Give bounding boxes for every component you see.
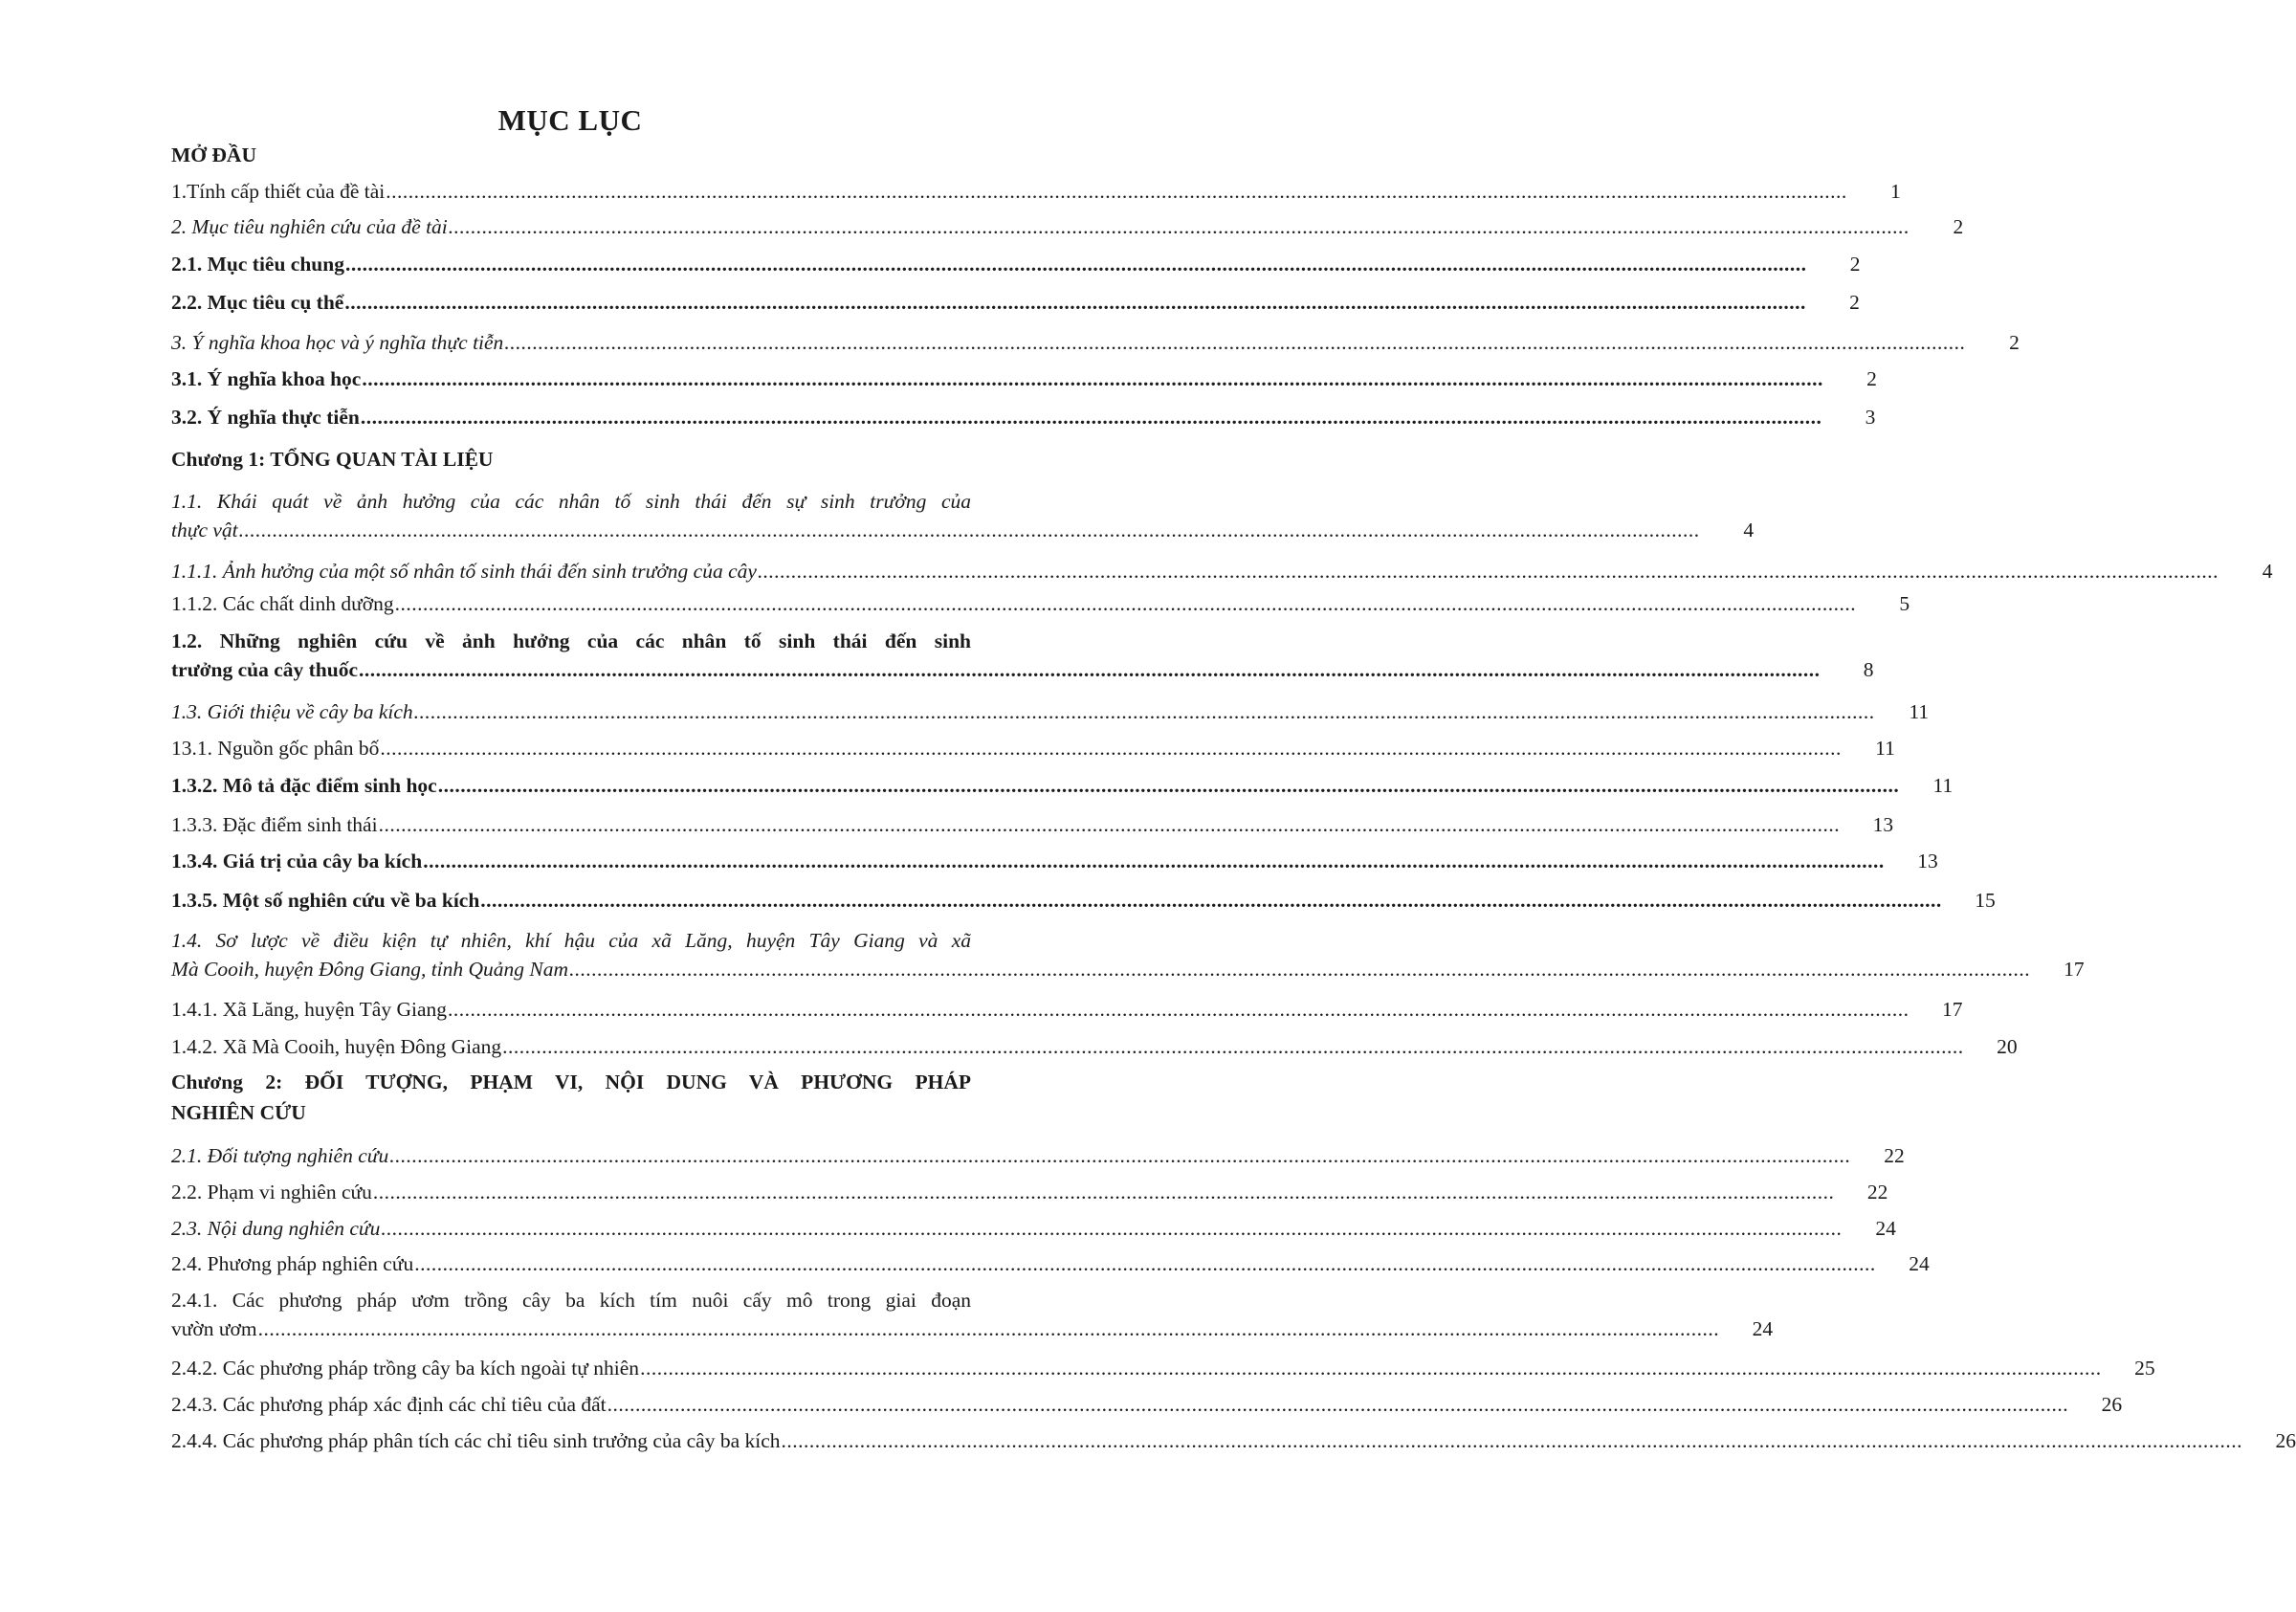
- toc-entry-text: 2.2. Mục tiêu cụ thể: [171, 291, 344, 314]
- toc-page-number: 4: [2262, 560, 2273, 583]
- toc-page-number: 2: [1849, 291, 1860, 314]
- toc-entry-text: 2.1. Mục tiêu chung: [171, 253, 344, 276]
- toc-entry[interactable]: [171, 810, 1894, 839]
- toc-entry-line-1: 1.4. Sơ lược về điều kiện tự nhiên, khí hậu của xã Lăng, huyện Tây Giang và xã: [171, 929, 971, 952]
- toc-page-number: 2: [1953, 215, 1964, 238]
- toc-entry-line: [171, 288, 1860, 317]
- toc-leader-dots: ....................................................................................................................................................................................................................................................................: [781, 1429, 2243, 1452]
- toc-entry-text: 2.2. Phạm vi nghiên cứu: [171, 1181, 372, 1203]
- toc-leader-dots: ....................................................................................................................................................................................................................................................................: [378, 813, 1841, 836]
- toc-entry[interactable]: [171, 697, 1930, 726]
- toc-entry-text: 2.4. Phương pháp nghiên cứu: [171, 1252, 414, 1275]
- toc-entry-line-2: [171, 516, 1755, 544]
- toc-leader-dots: ....................................................................................................................................................................................................................................................................: [359, 658, 1821, 681]
- toc-entry-text: 1.3. Giới thiệu về cây ba kích: [171, 700, 413, 723]
- toc-page-number: 17: [2064, 958, 2085, 981]
- toc-page-number: 13: [1872, 813, 1894, 836]
- toc-leader-dots: ....................................................................................................................................................................................................................................................................: [423, 850, 1885, 872]
- toc-leader-dots: ....................................................................................................................................................................................................................................................................: [607, 1393, 2069, 1416]
- toc-entry-line-1: 2.4.1. Các phương pháp ươm trồng cây ba kích tím nuôi cấy mô trong giai đoạn: [171, 1289, 971, 1312]
- toc-leader-dots: ....................................................................................................................................................................................................................................................................: [257, 1317, 1720, 1340]
- toc-entry-line: [171, 810, 1894, 839]
- toc-entry-text: 2. Mục tiêu nghiên cứu của đề tài: [171, 215, 448, 238]
- toc-leader-dots: ....................................................................................................................................................................................................................................................................: [757, 560, 2219, 583]
- toc-entry-line-2: [171, 1314, 1774, 1343]
- toc-leader-dots: ....................................................................................................................................................................................................................................................................: [480, 889, 1942, 912]
- toc-page-number: 26: [2101, 1393, 2123, 1416]
- toc-entry[interactable]: [171, 589, 1910, 618]
- toc-entry[interactable]: [171, 771, 1954, 800]
- toc-entry-line: [171, 177, 1901, 206]
- toc-entry-line: [171, 886, 1996, 915]
- toc-entry[interactable]: [171, 886, 1996, 915]
- toc-page-number: 24: [1875, 1217, 1896, 1240]
- toc-entry[interactable]: [171, 1032, 2018, 1061]
- toc-page-number: 2: [1849, 253, 1861, 276]
- toc-entry-text: 1.1.2. Các chất dinh dưỡng: [171, 592, 394, 615]
- toc-entry-line: [171, 403, 1876, 431]
- toc-entry-line: [171, 364, 1877, 393]
- toc-entry-line: [171, 697, 1930, 726]
- toc-entry[interactable]: [171, 1390, 2123, 1419]
- toc-entry[interactable]: [171, 627, 1874, 684]
- toc-entry[interactable]: [171, 995, 1963, 1024]
- toc-entry-text: 1.3.2. Mô tả đặc điểm sinh học: [171, 774, 437, 797]
- toc-leader-dots: ....................................................................................................................................................................................................................................................................: [360, 406, 1822, 429]
- toc-page-number: 22: [1866, 1181, 1888, 1203]
- toc-entry-text: 1.Tính cấp thiết của đề tài: [171, 180, 386, 203]
- toc-entry-text: 1.3.5. Một số nghiên cứu về ba kích: [171, 889, 480, 912]
- toc-entry[interactable]: [171, 177, 1901, 206]
- toc-entry-line: [171, 589, 1910, 618]
- toc-entry[interactable]: [171, 1141, 1905, 1170]
- toc-entry-text: 1.1.1. Ảnh hưởng của một số nhân tố sinh thái đến sinh trưởng của cây: [171, 560, 757, 583]
- toc-entry-line: [171, 847, 1938, 875]
- toc-entry[interactable]: [171, 734, 1895, 762]
- toc-entry-line: [171, 557, 2273, 585]
- toc-entry[interactable]: [171, 557, 2273, 585]
- toc-entry-text: 3. Ý nghĩa khoa học và ý nghĩa thực tiễn: [171, 331, 504, 354]
- toc-page-number: 4: [1743, 519, 1755, 541]
- toc-entry-text: 2.4.3. Các phương pháp xác định các chỉ tiêu của đất: [171, 1393, 607, 1416]
- toc-entry-line: [171, 328, 2020, 357]
- toc-entry-line: [171, 1141, 1905, 1170]
- toc-entry-line-2: [171, 955, 2085, 983]
- toc-entry-line: [171, 771, 1954, 800]
- toc-entry[interactable]: [171, 288, 1860, 317]
- toc-page-number: 24: [1752, 1317, 1774, 1340]
- toc-chapter-heading: [171, 1067, 971, 1128]
- toc-entry-line: [171, 1178, 1888, 1206]
- toc-entry-line: [171, 1426, 2296, 1455]
- toc-leader-dots: ....................................................................................................................................................................................................................................................................: [394, 592, 1857, 615]
- toc-entry[interactable]: [171, 364, 1877, 393]
- toc-entry-text: 2.3. Nội dung nghiên cứu: [171, 1217, 381, 1240]
- toc-page-number: 26: [2275, 1429, 2296, 1452]
- toc-entry[interactable]: [171, 847, 1938, 875]
- toc-page-number: 11: [1932, 774, 1954, 797]
- toc-entry-line-1: 1.2. Những nghiên cứu về ảnh hưởng của các nhân tố sinh thái đến sinh: [171, 629, 971, 652]
- toc-entry[interactable]: [171, 1354, 2155, 1382]
- toc-page-number: 15: [1975, 889, 1996, 912]
- toc-page-number: 1: [1890, 180, 1901, 203]
- toc-page-number: 20: [1997, 1035, 2018, 1058]
- toc-page-number: 25: [2134, 1357, 2155, 1380]
- toc-entry[interactable]: [171, 1214, 1896, 1243]
- toc-entry[interactable]: [171, 1249, 1930, 1278]
- toc-entry-line: [171, 1214, 1896, 1243]
- toc-entry-text: 1.4.1. Xã Lăng, huyện Tây Giang: [171, 998, 447, 1021]
- toc-page-number: 2: [1866, 367, 1877, 390]
- toc-leader-dots: ....................................................................................................................................................................................................................................................................: [372, 1181, 1835, 1203]
- toc-page-number: 8: [1863, 658, 1874, 681]
- toc-entry-text: 2.1. Đối tượng nghiên cứu: [171, 1144, 389, 1167]
- toc-entry-text: trưởng của cây thuốc: [171, 658, 359, 681]
- toc-leader-dots: ....................................................................................................................................................................................................................................................................: [569, 958, 2031, 981]
- toc-entry-text: 2.4.2. Các phương pháp trồng cây ba kích ngoài tự nhiên: [171, 1357, 640, 1380]
- toc-entry-line-1: 1.1. Khái quát về ảnh hưởng của các nhân tố sinh thái đến sự sinh trưởng của: [171, 490, 971, 513]
- toc-entry-line: [171, 995, 1963, 1024]
- toc-entry[interactable]: [171, 1178, 1888, 1206]
- toc-page-number: 11: [1875, 737, 1895, 760]
- toc-entry-text: 13.1. Nguồn gốc phân bố: [171, 737, 380, 760]
- toc-entry[interactable]: [171, 212, 1964, 241]
- toc-leader-dots: ....................................................................................................................................................................................................................................................................: [238, 519, 1701, 541]
- toc-entry-line: [171, 1390, 2123, 1419]
- heading-line-2: NGHIÊN CỨU: [171, 1101, 306, 1124]
- toc-entry-text: 1.3.3. Đặc điểm sinh thái: [171, 813, 378, 836]
- toc-section-heading: MỞ ĐẦU: [171, 144, 256, 166]
- toc-entry-text: 3.1. Ý nghĩa khoa học: [171, 367, 362, 390]
- toc-page-number: 17: [1942, 998, 1963, 1021]
- toc-leader-dots: ....................................................................................................................................................................................................................................................................: [504, 331, 1966, 354]
- toc-entry-line: [171, 1032, 2018, 1061]
- toc-entry[interactable]: [171, 250, 1861, 278]
- toc-entry-line-2: [171, 655, 1874, 684]
- toc-entry-line: [171, 250, 1861, 278]
- toc-entry-text: 1.4.2. Xã Mà Cooih, huyện Đông Giang: [171, 1035, 502, 1058]
- toc-leader-dots: ....................................................................................................................................................................................................................................................................: [362, 367, 1823, 390]
- toc-entry-text: 3.2. Ý nghĩa thực tiễn: [171, 406, 360, 429]
- toc-leader-dots: ....................................................................................................................................................................................................................................................................: [344, 253, 1807, 276]
- toc-leader-dots: ....................................................................................................................................................................................................................................................................: [344, 291, 1806, 314]
- toc-leader-dots: ....................................................................................................................................................................................................................................................................: [389, 1144, 1851, 1167]
- toc-leader-dots: ....................................................................................................................................................................................................................................................................: [502, 1035, 1964, 1058]
- toc-leader-dots: ....................................................................................................................................................................................................................................................................: [380, 737, 1842, 760]
- toc-entry[interactable]: [171, 1426, 2296, 1455]
- toc-page-number: 3: [1865, 406, 1876, 429]
- toc-entry[interactable]: [171, 926, 2085, 983]
- toc-entry-text: thực vật: [171, 519, 238, 541]
- toc-leader-dots: ....................................................................................................................................................................................................................................................................: [640, 1357, 2102, 1380]
- toc-entry-text: vườn ươm: [171, 1317, 257, 1340]
- toc-entry-text: 2.4.4. Các phương pháp phân tích các chỉ tiêu sinh trưởng của cây ba kích: [171, 1429, 781, 1452]
- toc-page-number: 2: [2009, 331, 2020, 354]
- page-title: MỤC LỤC: [497, 103, 643, 137]
- toc-entry-text: Mà Cooih, huyện Đông Giang, tỉnh Quảng Nam: [171, 958, 569, 981]
- toc-leader-dots: ....................................................................................................................................................................................................................................................................: [414, 1252, 1876, 1275]
- toc-leader-dots: ....................................................................................................................................................................................................................................................................: [448, 998, 1910, 1021]
- toc-leader-dots: ....................................................................................................................................................................................................................................................................: [437, 774, 1900, 797]
- toc-page-number: 5: [1899, 592, 1910, 615]
- toc-entry-line: [171, 734, 1895, 762]
- toc-page-number: 22: [1884, 1144, 1905, 1167]
- toc-entry[interactable]: [171, 1286, 1774, 1343]
- toc-leader-dots: ....................................................................................................................................................................................................................................................................: [386, 180, 1847, 203]
- toc-page-number: 13: [1917, 850, 1938, 872]
- toc-entry[interactable]: [171, 328, 2020, 357]
- heading-line-1: Chương 2: ĐỐI TƯỢNG, PHẠM VI, NỘI DUNG VÀ PHƯƠNG PHÁP: [171, 1071, 971, 1093]
- toc-page-number: 24: [1909, 1252, 1930, 1275]
- toc-entry-line: [171, 1354, 2155, 1382]
- toc-section-heading: Chương 1: TỔNG QUAN TÀI LIỆU: [171, 448, 494, 471]
- toc-leader-dots: ....................................................................................................................................................................................................................................................................: [448, 215, 1910, 238]
- toc-leader-dots: ....................................................................................................................................................................................................................................................................: [381, 1217, 1843, 1240]
- toc-leader-dots: ....................................................................................................................................................................................................................................................................: [413, 700, 1876, 723]
- toc-entry-line: [171, 212, 1964, 241]
- toc-entry-line: [171, 1249, 1930, 1278]
- toc-entry[interactable]: [171, 403, 1876, 431]
- toc-entry-text: 1.3.4. Giá trị của cây ba kích: [171, 850, 423, 872]
- toc-entry[interactable]: [171, 487, 1755, 544]
- toc-page-number: 11: [1909, 700, 1930, 723]
